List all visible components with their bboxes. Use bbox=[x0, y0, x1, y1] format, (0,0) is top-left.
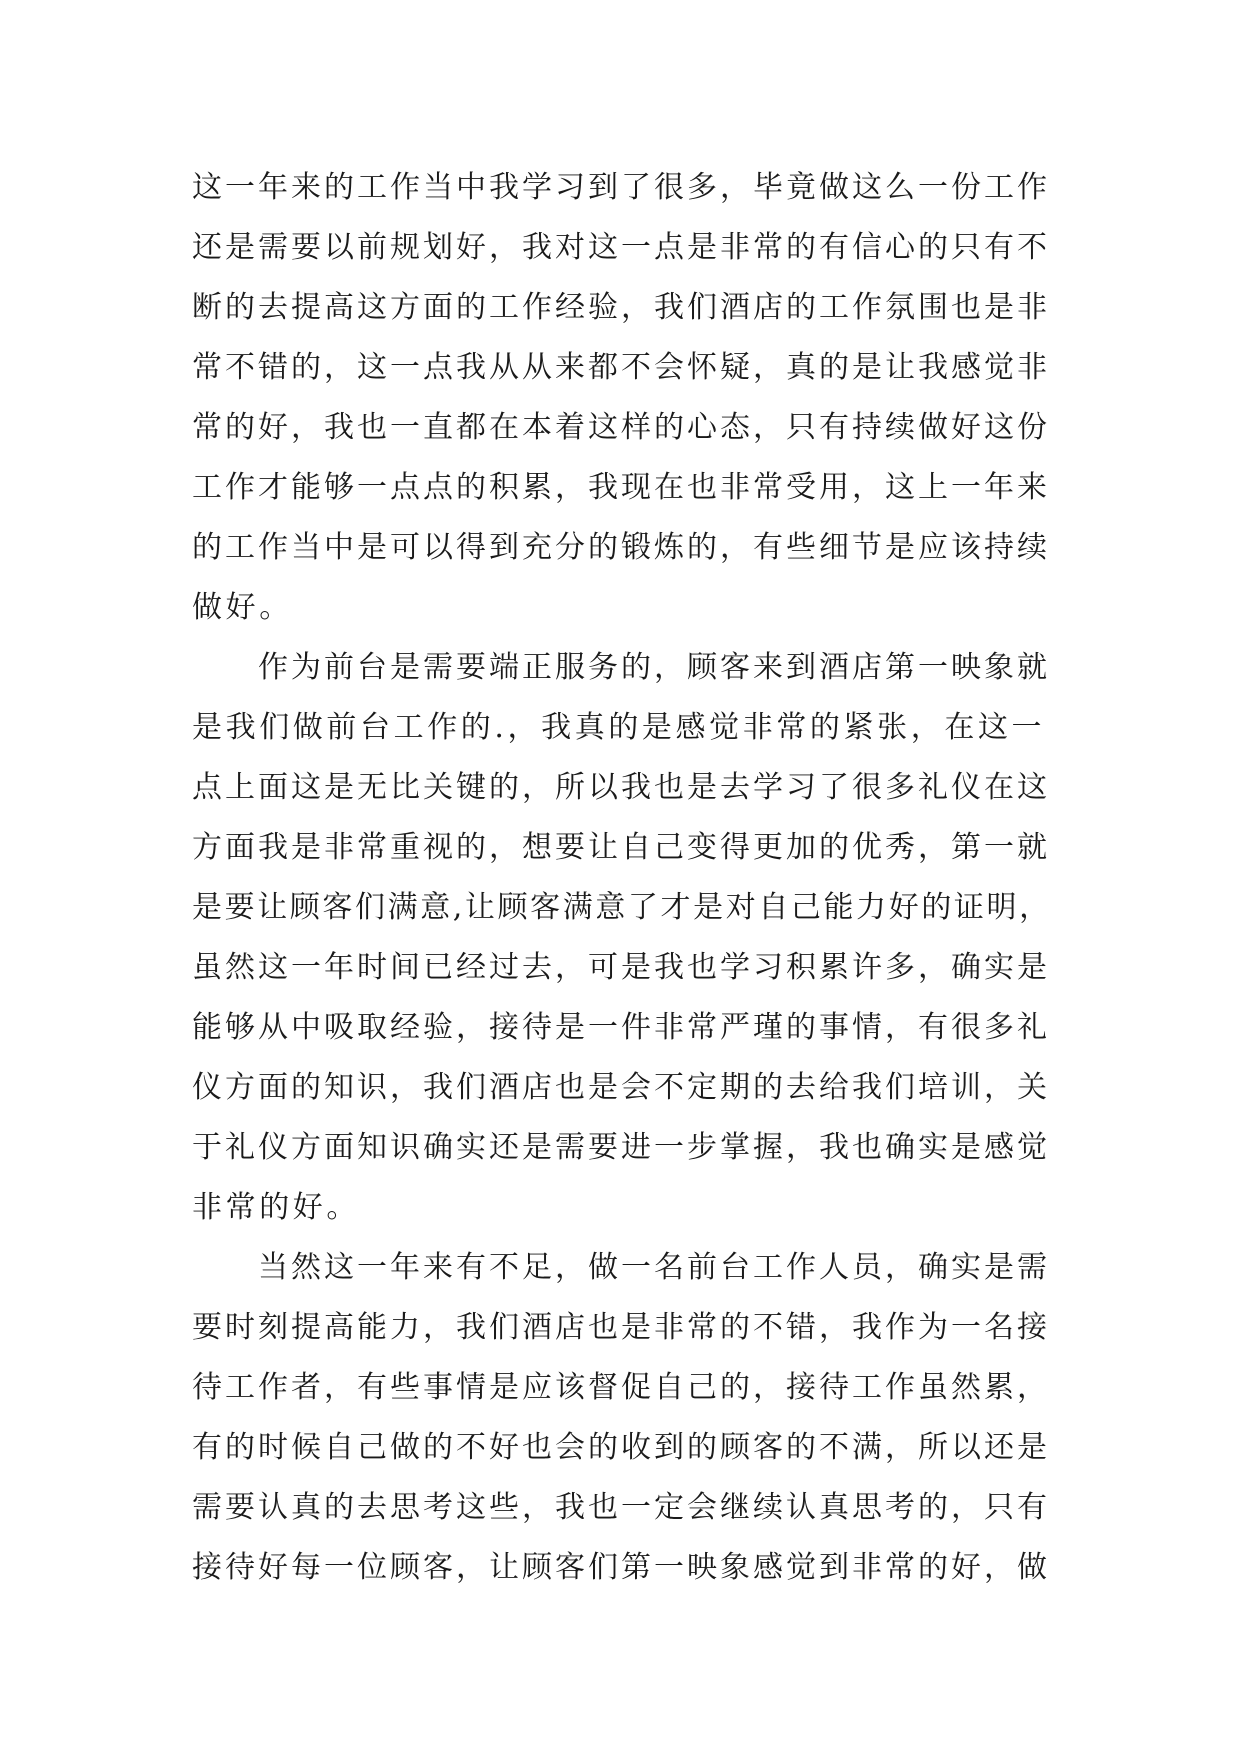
text-line: 仪方面的知识，我们酒店也是会不定期的去给我们培训，关 bbox=[192, 1070, 1050, 1105]
body-text bbox=[192, 158, 1052, 1598]
paragraph-1 bbox=[192, 158, 1052, 638]
text-line: 要时刻提高能力，我们酒店也是非常的不错，我作为一名接 bbox=[192, 1310, 1050, 1345]
text-line: 是我们做前台工作的.，我真的是感觉非常的紧张，在这一 bbox=[192, 710, 1046, 745]
text-line: 当然这一年来有不足，做一名前台工作人员，确实是需 bbox=[192, 1250, 1050, 1285]
text-line: 需要认真的去思考这些，我也一定会继续认真思考的，只有 bbox=[192, 1490, 1050, 1525]
text-line: 作为前台是需要端正服务的，顾客来到酒店第一映象就 bbox=[192, 650, 1050, 685]
text-line: 有的时候自己做的不好也会的收到的顾客的不满，所以还是 bbox=[192, 1430, 1050, 1465]
text-line: 非常的好。 bbox=[192, 1190, 360, 1225]
text-line: 虽然这一年时间已经过去，可是我也学习积累许多，确实是 bbox=[192, 950, 1050, 985]
text-line: 是要让顾客们满意,让顾客满意了才是对自己能力好的证明， bbox=[192, 890, 1052, 925]
text-line: 这一年来的工作当中我学习到了很多，毕竟做这么一份工作 bbox=[192, 170, 1050, 205]
text-line: 断的去提高这方面的工作经验，我们酒店的工作氛围也是非 bbox=[192, 290, 1050, 325]
paragraph-2 bbox=[192, 638, 1052, 1238]
text-line: 工作才能够一点点的积累，我现在也非常受用，这上一年来 bbox=[192, 470, 1050, 505]
text-line: 常不错的，这一点我从从来都不会怀疑，真的是让我感觉非 bbox=[192, 350, 1050, 385]
text-line: 做好。 bbox=[192, 590, 293, 625]
text-line: 能够从中吸取经验，接待是一件非常严瑾的事情，有很多礼 bbox=[192, 1010, 1050, 1045]
text-line: 的工作当中是可以得到充分的锻炼的，有些细节是应该持续 bbox=[192, 530, 1050, 565]
text-line: 点上面这是无比关键的，所以我也是去学习了很多礼仪在这 bbox=[192, 770, 1050, 805]
text-line: 常的好，我也一直都在本着这样的心态，只有持续做好这份 bbox=[192, 410, 1050, 445]
text-line: 待工作者，有些事情是应该督促自己的，接待工作虽然累， bbox=[192, 1370, 1050, 1405]
text-line: 还是需要以前规划好，我对这一点是非常的有信心的只有不 bbox=[192, 230, 1050, 265]
text-line: 于礼仪方面知识确实还是需要进一步掌握，我也确实是感觉 bbox=[192, 1130, 1050, 1165]
paragraph-3 bbox=[192, 1238, 1052, 1598]
text-line: 接待好每一位顾客，让顾客们第一映象感觉到非常的好，做 bbox=[192, 1550, 1050, 1585]
text-line: 方面我是非常重视的，想要让自己变得更加的优秀，第一就 bbox=[192, 830, 1050, 865]
